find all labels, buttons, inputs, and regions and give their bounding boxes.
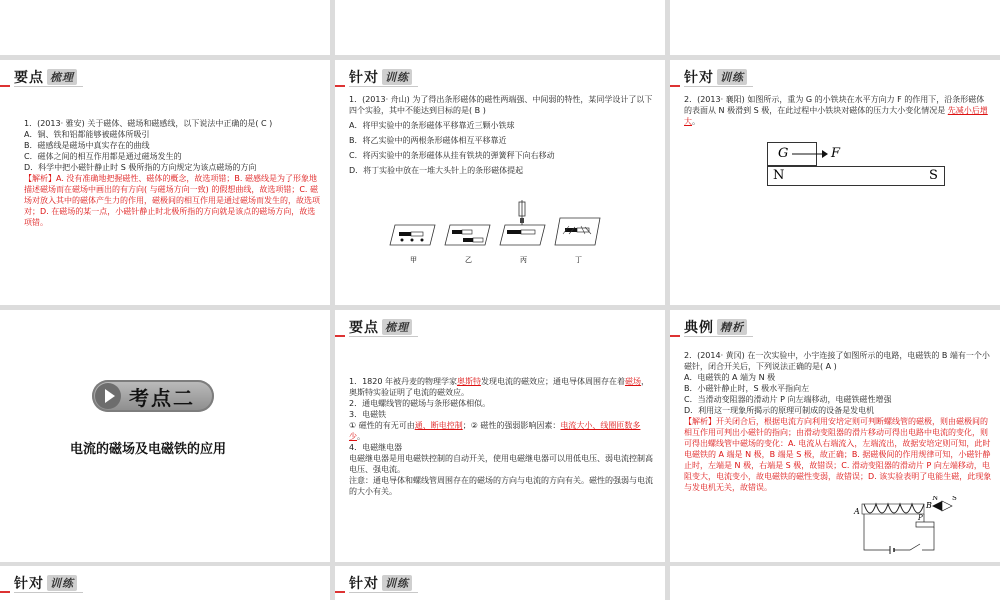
label-a: A — [854, 507, 860, 516]
answer-blank: 磁场 — [625, 377, 641, 386]
question-body — [24, 118, 320, 228]
bar-magnet-box — [767, 166, 945, 186]
answer-blank: 先减小后增大 — [684, 106, 988, 126]
knowledge-body: 1．1820 年被丹麦的物理学家奥斯特发现电流的磁效应；通电导体周围存在着磁场，奥斯特实验证明了电流的磁效应。 2．通电螺线管的磁场与条形磁体相似。 3．电磁铁 ① 磁性的有无可由通、断电控制；② 磁性的强弱影响因素：电流大小、线圈匝数多少。 4．电磁继电器 电磁继电器是用电磁铁控制的自动开关，使用电磁继电器可以用低电压、弱电流控制高电压、强电流。 注意：通电导体和螺线管周围存在的磁场的方向与电流的方向有关。磁性的强弱与电流的大小有关。 — [349, 377, 653, 496]
slide-4[interactable] — [0, 310, 330, 562]
question-body — [349, 94, 655, 176]
slide-top-mid-strip — [335, 0, 665, 55]
question-stem: 2．(2013· 襄阳) 如图所示，重为 G 的小铁块在水平方向力 F 的作用下，沿条形磁体的表面从 N 极滑到 S 极，在此过程中小铁块对磁体的压力大小变化情况是 — [684, 95, 985, 115]
answer-blank: 通、断电控制 — [414, 421, 463, 430]
option-b: B．小磁针静止时，S 极水平指向左 — [684, 384, 810, 393]
question-stem: 1．(2013· 雅安) 关于磁体、磁场和磁感线，以下说法中正确的是( C ) — [24, 119, 273, 128]
analysis-text: 【解析】开关闭合后，根据电流方向利用安培定则可判断螺线管的磁极，则由磁极间的相互作用可判出小磁针的指向；由滑动变阻器的滑片移动可得出电路中电流的变化，则可得出螺线管中磁场的变化：A. 电流从右端流入，左端流出，故据安培定则可知，此时电磁铁的 A 端是 N 极，B 端是 S 极，故正确；B. 据磁极间的作用规律可知，小磁针静止时，左端是 N 极，右端是 S 极，故错误；C. 滑动变阻器的滑动片 P 向左端移动，电阻变大，电流变小，故电磁铁的磁性变弱，故错误；D. 该实验表明了电能生磁，此现象与发电机无关，故错误。 — [684, 417, 992, 492]
slide-5[interactable] — [335, 310, 665, 562]
force-arrow-icon — [792, 149, 828, 159]
answer-blank: 电流大小、线圈匝数多少 — [349, 421, 641, 441]
label-s: S — [952, 496, 957, 502]
label-p: P — [918, 514, 923, 522]
question-body: 2．(2013· 襄阳) 如图所示，重为 G 的小铁块在水平方向力 F 的作用下，沿条形磁体的表面从 N 极滑到 S 极，在此过程中小铁块对磁体的压力大小变化情况是 先减小后增大。 — [684, 95, 988, 126]
slide-header: 针对 训练 — [14, 574, 83, 593]
analysis-text: 【解析】A. 没有准确地把握磁性、磁体的概念，故选项错；B. 磁感线是为了形象地描述磁场而在磁场中画出的有方向( 与磁场方向一致) 的假想曲线，故选项错；C. 磁场对放入其中的磁体产生力的作用，磁极间的相互作用是通过磁场而发生的，故选项对；D. 在磁场的某一点，小磁针静止时北极所指的方向就是该点的磁场方向，故选项错。 — [24, 174, 320, 227]
slide-2[interactable] — [335, 60, 665, 305]
slide-top-left-strip — [0, 0, 330, 55]
answer-blank: 奥斯特 — [457, 377, 481, 386]
slide-6[interactable] — [670, 310, 1000, 562]
label-s: S — [929, 168, 938, 183]
option-d: D．利用这一现象所揭示的原理可制成的设备是发电机 — [684, 406, 875, 415]
label-n: N — [932, 496, 939, 502]
slide-header: 要点 梳理 — [349, 318, 418, 337]
option-d: D．将丁实验中放在一堆大头针上的条形磁体提起 — [349, 166, 524, 175]
slide-header: 针对 训练 — [349, 68, 418, 87]
slide-3[interactable] — [670, 60, 1000, 305]
option-a: A．将甲实验中的条形磁体平移靠近三颗小铁球 — [349, 121, 515, 130]
option-a: A．电磁铁的 A 端为 N 极 — [684, 373, 776, 382]
slide-9[interactable] — [670, 566, 1000, 600]
slide-7[interactable] — [0, 566, 330, 600]
note-text: 注意：通电导体和螺线管周围存在的磁场的方向与电流的方向有关。磁性的强弱与电流的大小有关。 — [349, 476, 653, 496]
label-g: G — [778, 146, 789, 161]
label-n: N — [773, 168, 785, 183]
slide-header: 要点 梳理 — [14, 68, 83, 87]
option-c: C．将丙实验中的条形磁体从挂有铁块的弹簧秤下向右移动 — [349, 151, 555, 160]
option-d: D．科学中把小磁针静止时 S 极所指的方向规定为该点磁场的方向 — [24, 163, 257, 172]
play-icon — [95, 383, 121, 409]
magnet-experiments-figure — [385, 200, 615, 270]
electromagnet-circuit-figure — [850, 496, 980, 558]
option-b: B．将乙实验中的两根条形磁体相互平移靠近 — [349, 136, 507, 145]
question-stem: 2．(2014· 黄冈) 在一次实验中，小宇连接了如图所示的电路，电磁铁的 B 端有一个小磁针，闭合开关后，下列说法正确的是( A ) — [684, 351, 990, 371]
slide-header: 典例 精析 — [684, 318, 753, 337]
slide-header: 针对 训练 — [684, 68, 753, 87]
slide-header: 针对 训练 — [349, 574, 418, 593]
option-b: B．磁感线是磁场中真实存在的曲线 — [24, 141, 150, 150]
section-title: 电流的磁场及电磁铁的应用 — [70, 442, 227, 457]
label-b: B — [926, 501, 932, 510]
label-f: F — [831, 146, 841, 161]
label-yi: 乙 — [465, 256, 472, 264]
question-stem: 1．(2013· 舟山) 为了得出条形磁体的磁性两端强、中间弱的特性，某同学设计了以下四个实验，其中不能达到目标的是( B ) — [349, 95, 653, 115]
question-body — [684, 350, 992, 493]
label-bing: 丙 — [520, 256, 527, 264]
topic-button[interactable]: 考点二 — [92, 380, 214, 412]
label-ding: 丁 — [575, 256, 582, 264]
option-c: C．当滑动变阻器的滑动片 P 向左端移动，电磁铁磁性增强 — [684, 395, 892, 404]
slide-8[interactable] — [335, 566, 665, 600]
slide-top-right-strip — [670, 0, 1000, 55]
slide-1[interactable] — [0, 60, 330, 305]
option-c: C．磁体之间的相互作用都是通过磁场发生的 — [24, 152, 182, 161]
option-a: A．铜、铁和铝都能够被磁体所吸引 — [24, 130, 150, 139]
label-jia: 甲 — [410, 256, 417, 264]
